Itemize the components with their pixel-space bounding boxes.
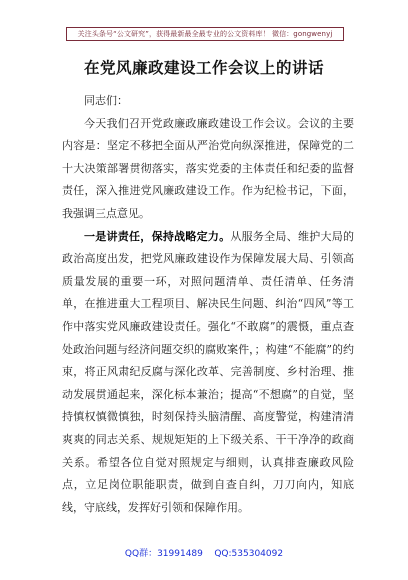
paragraph-responsibility-lead: 一是讲责任，保持战略定力。 (84, 229, 231, 243)
paragraph-responsibility (62, 226, 354, 520)
document-body (62, 90, 354, 519)
paragraph-intro (62, 113, 354, 226)
footer-contact (0, 546, 408, 559)
footer-qq-group: QQ群：31991489 (124, 549, 203, 559)
paragraph-intro-text: 今天我们召开党政廉政廉政建设工作会议。会议的主要内容是：坚定不移把全面从严治党向纵深推进，保障党的二十大决策部署贯彻落实，落实党委的主体责任和纪委的监督责任，深入推进党风廉政建设工作。作为纪检书记，下面，我强调三点意见。 (62, 116, 354, 220)
salutation: 同志们： (84, 94, 128, 107)
top-banner: 关注头条号“公文研究”，获得最新最全最专业的公文资料库！ 微信：gongwenyj (66, 27, 344, 41)
footer-qq: QQ:535304092 (214, 549, 284, 559)
paragraph-responsibility-text: 从服务全局、维护大局的政治高度出发，把党风廉政建设作为保障发展大局、引领高质量发展的重要一环，对照问题清单、责任清单、任务清单，在推进重大工程项目、解决民生问题、纠治“四风”等工作中落实党风廉政建设责任。强化“不敢腐”的震慑，重点查处政治问题与经济问题交织的腐败案件，；构建“不能腐”的约束，将正风肃纪反腐与深化改革、完善制度、乡村治理、推动发展贯通起来，深化标本兼治；提高“不想腐”的自觉，坚持慎权慎微慎独，时刻保持头脑清醒、高度警觉，构建清清爽爽的同志关系、规规矩矩的上下级关系、干干净净的政商关系。希望各位自觉对照规定与细则，认真排查廉政风险点，立足岗位职能职责，做到自查自纠，刀刀向内，知底线，守底线，发挥好引领和保障作用。 (62, 229, 354, 514)
document-title: 在党风廉政建设工作会议上的讲话 (83, 58, 324, 77)
